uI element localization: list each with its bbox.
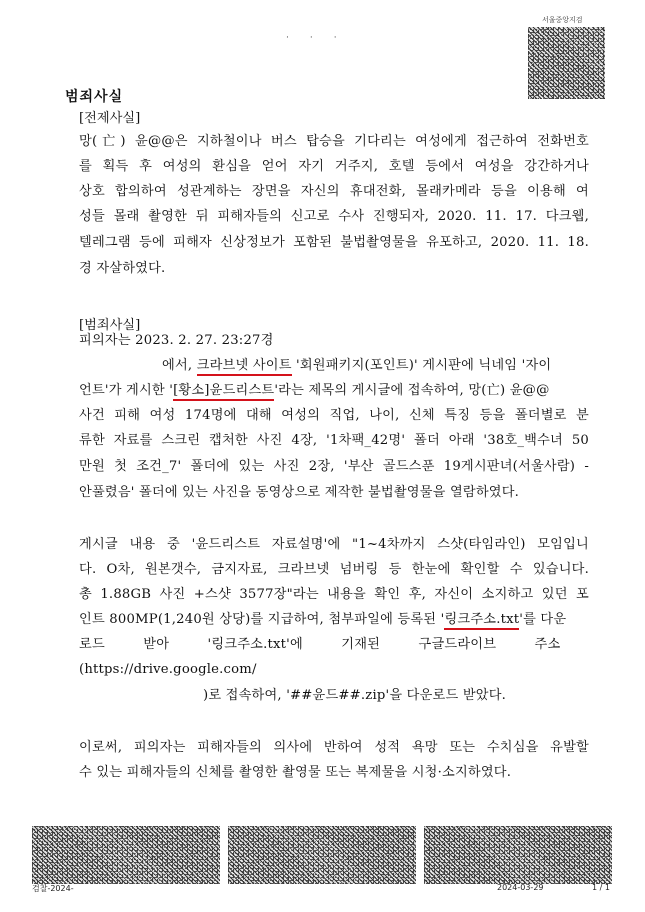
- post-line-text: 인트 800MP(1,240원 상당)를 지급하여, 첨부파일에 등록된 ': [79, 612, 445, 627]
- crime-line-text: 언트'가 게시한 ': [79, 383, 174, 398]
- crime-line: 피의자는 2023. 2. 27. 23:27경: [79, 333, 274, 348]
- post-line: )로 접속하여, '##윤드##.zip'을 다운로드 받았다.: [203, 688, 507, 703]
- prior-line: 성들 몰래 촬영한 뒤 피해자들의 신고로 수사 진행되자, 2020. 11. 17. 다크웹,: [79, 209, 589, 224]
- crime-heading: [범죄사실]: [79, 318, 141, 333]
- crime-line-text: 에서,: [162, 358, 197, 373]
- post-line: 로드 받아 '링크주소.txt'에 기재된 구글드라이브 주소: [79, 637, 561, 652]
- crime-line: 사건 피해 여성 174명에 대해 여성의 직업, 나이, 신체 특징 등을 폴더별로 분: [79, 408, 589, 423]
- site-name-underlined: 크라브넷 사이트: [197, 358, 292, 376]
- post-line: (https://drive.google.com/: [79, 662, 257, 677]
- post-line: 총 1.88GB 사진 +스샷 3577장"라는 내용을 확인 후, 자신이 소지하고 있던 포: [79, 587, 589, 602]
- prior-line: 상호 합의하여 성관계하는 장면을 자신의 휴대전화, 몰래카메라 등을 이용해 여: [79, 184, 589, 199]
- stamp-label: 서울중앙지검: [542, 16, 583, 24]
- footer-page: 1 / 1: [592, 883, 610, 892]
- footer-doc-number: 검찰-2024-: [32, 884, 74, 893]
- crime-line: [79, 383, 589, 399]
- top-barcode-image: [528, 27, 605, 99]
- crime-line: 만원 첫 조건_7' 폴더에 있는 사진 2장, '부산 골드스푼 19게시판녀(서울사람) -: [79, 459, 589, 474]
- header-marks: · · ·: [286, 33, 343, 43]
- crime-line-text: '회원패키지(포인트)' 게시판에 닉네임 '자이: [291, 358, 552, 373]
- bottom-barcode-right-image: [424, 826, 612, 884]
- post-line: 다. O차, 원본갯수, 금지자료, 크라브넷 넘버링 등 한눈에 확인할 수 있습니다.: [79, 562, 589, 577]
- post-title-underlined: [황소]윤드리스트: [173, 383, 274, 401]
- crime-line-text: '라는 제목의 게시글에 접속하여, 망(亡) 윤@@: [274, 383, 550, 398]
- crime-line: 안풀렸음' 폴더에 있는 사진을 동영상으로 제작한 불법촬영물을 열람하였다.: [79, 485, 520, 500]
- prior-line: 경 자살하였다.: [79, 261, 166, 276]
- post-line-text: '를 다운: [519, 612, 567, 627]
- post-line: [79, 612, 589, 628]
- link-file-underlined: 링크주소.txt: [444, 612, 519, 630]
- section-title: 범죄사실: [65, 89, 124, 105]
- footer-date: 2024-03-29: [497, 883, 544, 892]
- conclusion-line: 이로써, 피의자는 피해자들의 의사에 반하여 성적 욕망 또는 수치심을 유발할: [79, 740, 589, 755]
- conclusion-line: 수 있는 피해자들의 신체를 촬영한 촬영물 또는 복제물을 시청·소지하였다.: [79, 765, 512, 780]
- post-line: 게시글 내용 중 '윤드리스트 자료설명'에 "1~4차까지 스샷(타임라인) 모임입니: [79, 537, 589, 552]
- bottom-barcode-middle-image: [228, 826, 416, 884]
- prior-line: 망(亡) 윤@@은 지하철이나 버스 탑승을 기다리는 여성에게 접근하여 전화번호: [79, 134, 589, 149]
- prior-line: 텔레그램 등에 피해자 신상정보가 포함된 불법촬영물을 유포하고, 2020. 11. 18.: [79, 235, 589, 250]
- prior-heading: [전제사실]: [79, 111, 141, 126]
- crime-line: [79, 358, 589, 374]
- prior-line: 를 획득 후 여성의 환심을 얻어 자기 거주지, 호텔 등에서 여성을 강간하거나: [79, 159, 589, 174]
- crime-line: 류한 자료를 스크린 캡처한 사진 4장, '1차팩_42명' 폴더 아래 '38호_백수녀 50: [79, 433, 589, 448]
- bottom-barcode-left-image: [32, 826, 220, 884]
